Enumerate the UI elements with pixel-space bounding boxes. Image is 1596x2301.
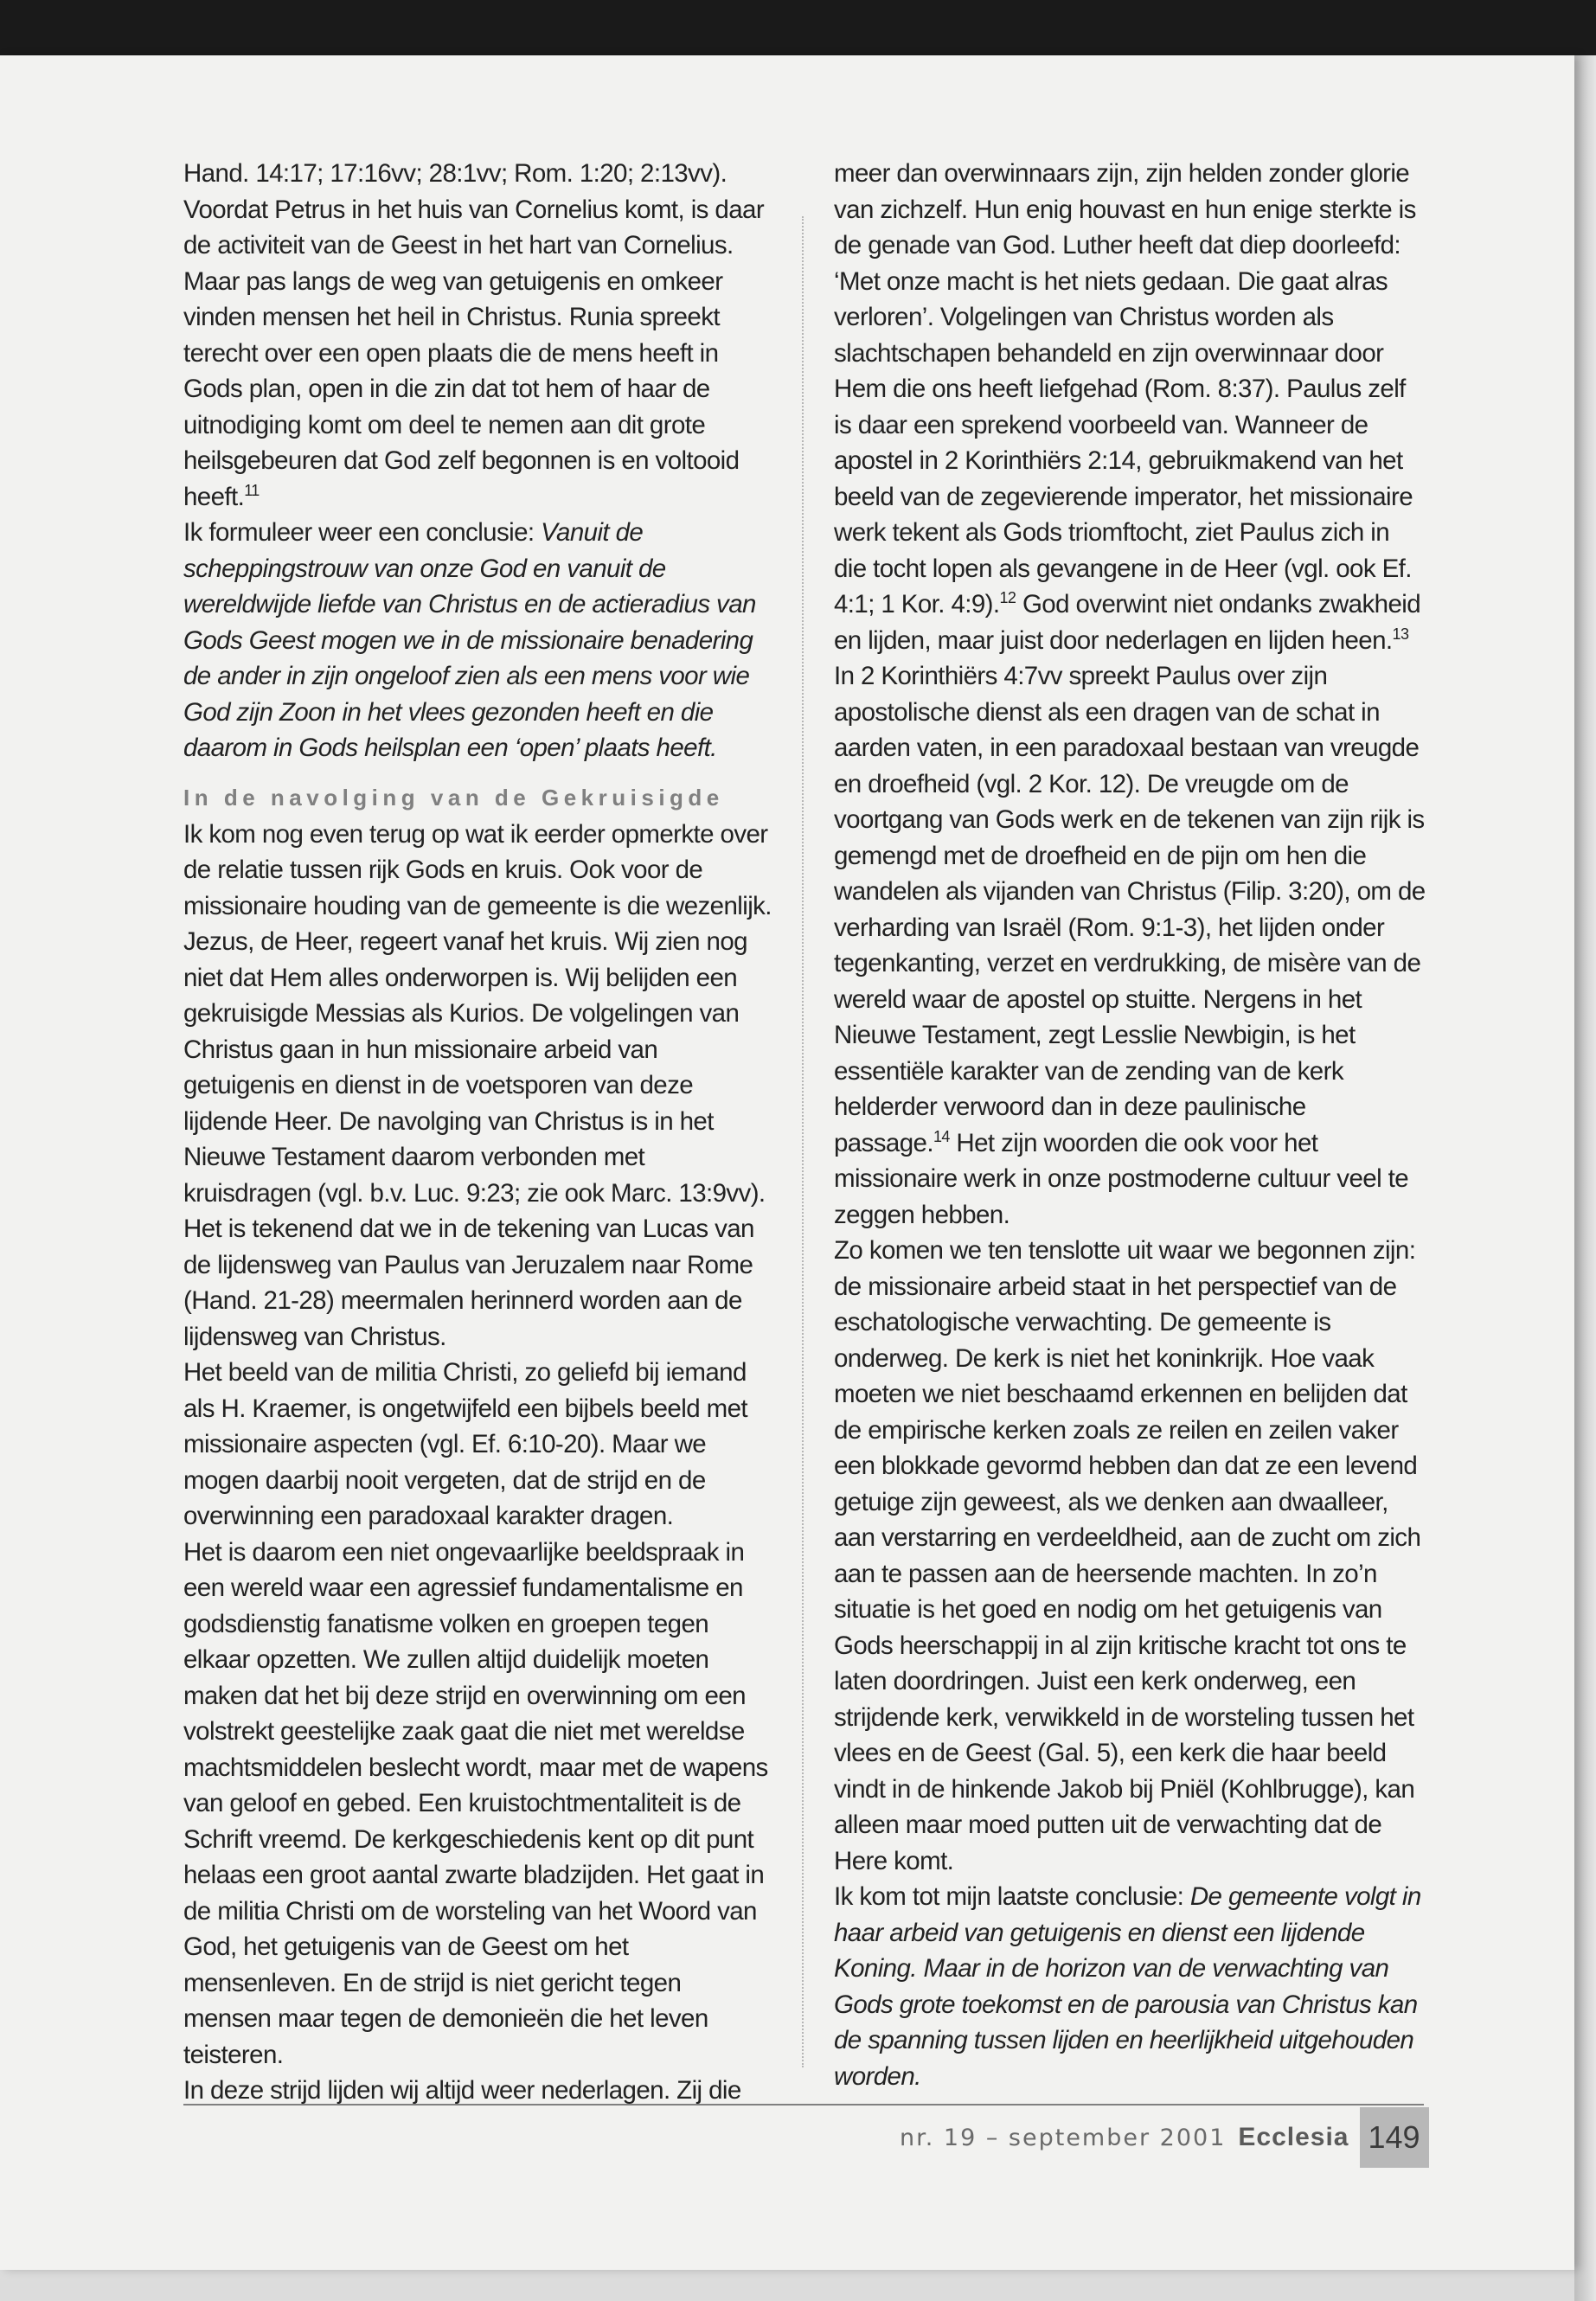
paragraph: In 2 Korinthiërs 4:7vv spreekt Paulus over zijn apostolische dienst als een dragen van de schat in aarden vaten, in een paradoxaal bestaan van vreugde en droefheid (vgl. 2 Kor. 12). De vreugde om de voortgang van Gods werk en de tekenen van zijn rijk is gemengd met de droefheid en de pijn om hen die wandelen als vijanden van Christus (Filip. 3:20), om de verharding van Israël (Rom. 9:1-3), het lijden onder tegenkanting, verzet en verdrukking, de misère van de wereld waar de apostel op stuitte. Nergens in het Nieuwe Testament, zegt Lesslie Newbigin, is het essentiële karakter van de zending van de kerk helderder verwoord dan in deze paulinische passage.$^{14}$ Het zijn woorden die ook voor het missionaire werk in onze postmoderne cultuur veel te zeggen hebben.	[834, 662, 1426, 1229]
paragraph: meer dan overwinnaars zijn, zijn helden zonder glorie van zichzelf. Hun enig houvast en hun enige sterkte is de genade van God. Luther heeft dat diep doorleefd: ‘Met onze macht is het niets gedaan. Die gaat alras verloren’. Volgelingen van Christus worden als slachtschapen behandeld en zijn overwinnaar door Hem die ons heeft liefgehad (Rom. 8:37). Paulus zelf is daar een sprekend voorbeeld van. Wanneer de apostel in 2 Korinthiërs 2:14, gebruikmakend van het beeld van de zegevierende imperator, het missionaire werk tekent als Gods triomftocht, ziet Paulus zich in die tocht lopen als gevangene in de Heer (vgl. ook Ef. 4:1; 1 Kor. 4:9).$^{12}$ God overwint niet ondanks zwakheid en lijden, maar juist door nederlagen en lijden heen.$^{13}$	[834, 159, 1421, 655]
paragraph: Hand. 14:17; 17:16vv; 28:1vv; Rom. 1:20; 2:13vv). Voordat Petrus in het huis van Cornelius komt, is daar de activiteit van de Geest in het hart van Cornelius. Maar pas langs de weg van getuigenis en omkeer vinden mensen het heil in Christus. Runia spreekt terecht over een open plaats die de mens heeft in Gods plan, open in die zin dat tot hem of haar de uitnodiging komt om deel te nemen aan dit grote heilsgebeuren dat God zelf begonnen is en voltooid heeft.$^{11}$	[183, 159, 765, 511]
footer-rule	[183, 2104, 1424, 2106]
footnote-ref: 13	[1392, 625, 1409, 643]
scan-top-edge	[0, 0, 1596, 55]
column-divider	[802, 216, 804, 2067]
conclusion-paragraph: Ik formuleer weer een conclusie: Vanuit de scheppingstrouw van onze God en vanuit de wereldwijde liefde van Christus en de actieradius van Gods Geest mogen we in de missionaire benadering de ander in zijn ongeloof zien als een mens voor wie God zijn Zoon in het vlees gezonden heeft en die daarom in Gods heilsplan een ‘open’ plaats heeft.	[183, 518, 756, 762]
paragraph: Het is daarom een niet ongevaarlijke beeldspraak in een wereld waar een agressief fundamentalisme en godsdienstig fanatisme volken en groepen tegen elkaar opzetten. We zullen altijd duidelijk moeten maken dat het bij deze strijd en overwinning om een volstrekt geestelijke zaak gaat die niet met wereldse machtsmiddelen beslecht wordt, maar met de wapens van geloof en gebed. Een kruistochtmentaliteit is de Schrift vreemd. De kerkgeschiedenis kent op dit punt helaas een groot aantal zwarte bladzijden. Het gaat in de militia Christi om de worsteling van het Woord van God, het getuigenis van de Geest om het mensenleven. En de strijd is niet gericht tegen mensen maar tegen de demonieën die het leven teisteren.	[183, 1537, 768, 2069]
magazine-name: Ecclesia	[1238, 2123, 1349, 2151]
section-heading: In de navolging van de Gekruisigde	[183, 784, 724, 811]
paragraph: Zo komen we ten tenslotte uit waar we begonnen zijn: de missionaire arbeid staat in het perspectief van de eschatologische verwachting. De gemeente is onderweg. De kerk is niet het koninkrijk. Hoe vaak moeten we niet beschaamd erkennen en belijden dat de empirische kerken zoals ze reilen en zeilen vaker een blokkade gevormd hebben dan dat ze een levend getuige zijn geweest, als we denken aan dwaalleer, aan verstarring en verdeeldheid, aan de zucht om zich aan te passen aan de heersende machten. In zo’n situatie is het goed en nodig om het getuigenis van Gods heerschappij in al zijn kritische kracht tot ons te laten doordringen. Juist een kerk onderweg, een strijdende kerk, verwikkeld in de worsteling tussen het vlees en de Geest (Gal. 5), een kerk die haar beeld vindt in de hinkende Jakob bij Pniël (Kohlbrugge), kan alleen maar moed putten uit de verwachting dat de Here komt.	[834, 1236, 1421, 1875]
paragraph: Het beeld van de militia Christi, zo geliefd bij iemand als H. Kraemer, is ongetwijfeld een bijbels beeld met missionaire aspecten (vgl. Ef. 6:10-20). Maar we mogen daarbij nooit vergeten, dat de strijd en de overwinning een paradoxaal karakter dragen.	[183, 1358, 747, 1530]
left-text-column	[183, 156, 772, 2109]
issue-info: nr. 19 – september 2001	[900, 2124, 1227, 2151]
conclusion-paragraph: Ik kom tot mijn laatste conclusie: De gemeente volgt in haar arbeid van getuigenis en dienst een lijdende Koning. Maar in de horizon van de verwachting van Gods grote toekomst en de parousia van Christus kan de spanning tussen lijden en heerlijkheid uitgehouden worden.	[834, 1882, 1421, 2091]
footnote-ref: 14	[933, 1127, 950, 1145]
paragraph: Ik kom nog even terug op wat ik eerder opmerkte over de relatie tussen rijk Gods en kruis. Ook voor de missionaire houding van de gemeente is die wezenlijk. Jezus, de Heer, regeert vanaf het kruis. Wij zien nog niet dat Hem alles onderworpen is. Wij belijden een gekruisigde Messias als Kurios. De volgelingen van Christus gaan in hun missionaire arbeid van getuigenis en dienst in de voetsporen van deze lijdende Heer. De navolging van Christus is in het Nieuwe Testament daarom verbonden met kruisdragen (vgl. b.v. Luc. 9:23; zie ook Marc. 13:9vv). Het is tekenend dat we in de tekening van Lucas van de lijdensweg van Paulus van Jeruzalem naar Rome (Hand. 21-28) meermalen herinnerd worden aan de lijdensweg van Christus.	[183, 819, 772, 1351]
book-spine-edge	[1574, 55, 1596, 2301]
page-number: 149	[1360, 2107, 1429, 2168]
footnote-ref: 11	[244, 481, 260, 499]
footnote-ref: 12	[999, 589, 1016, 607]
conclusion-text: De gemeente volgt in haar arbeid van getuigenis en dienst een lijdende Koning. Maar in de horizon van de verwachting van Gods grote toekomst en de parousia van Christus kan de spanning tussen lijden en heerlijkheid uitgehouden worden.	[834, 1882, 1421, 2091]
right-text-column	[834, 156, 1427, 2094]
conclusion-text: Vanuit de scheppingstrouw van onze God en vanuit de wereldwijde liefde van Christus en de actieradius van Gods Geest mogen we in de missionaire benadering de ander in zijn ongeloof zien als een mens voor wie God zijn Zoon in het vlees gezonden heeft en die daarom in Gods heilsplan een ‘open’ plaats heeft.	[183, 518, 756, 762]
page-footer	[900, 2107, 1429, 2168]
paragraph: In deze strijd lijden wij altijd weer nederlagen. Zij die	[183, 2076, 741, 2105]
